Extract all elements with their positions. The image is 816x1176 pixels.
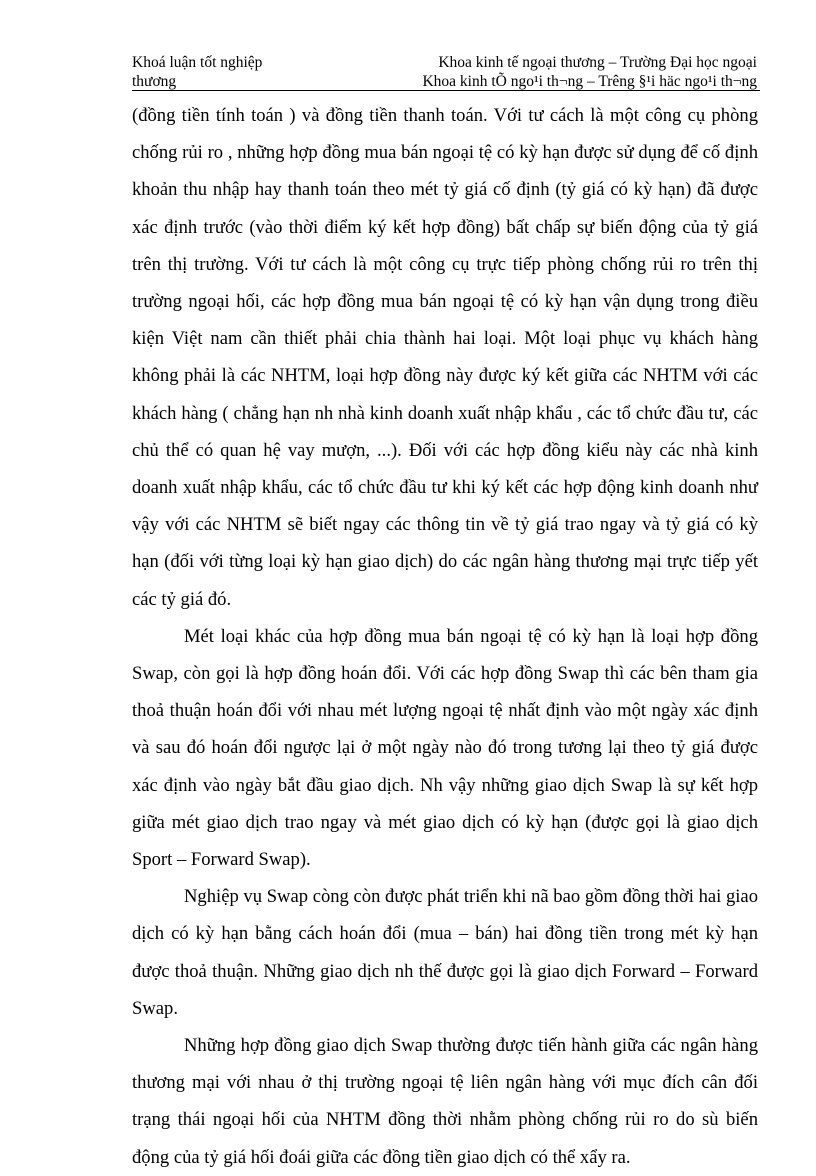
paragraph-2: Mét loại khác của hợp đồng mua bán ngoại tệ có kỳ hạn là loại hợp đồng Swap, còn gọi là hợp đồng hoán đổi. Với các hợp đồng Swap thì các bên tham gia thoả thuận hoán đổi với nhau mét lượng ngoại tệ nhất định vào một ngày xác định và sau đó hoán đổi ngược lại ở một ngày nào đó trong tương lại theo tỷ giá được xác định vào ngày bắt đầu giao dịch. Nh vậy những giao dịch Swap là sự kết hợp giữa mét giao dịch trao ngay và mét giao dịch có kỳ hạn (được gọi là giao dịch Sport – Forward Swap). bbox=[132, 625, 758, 871]
paragraph-4: Những hợp đồng giao dịch Swap thường được tiến hành giữa các ngân hàng thương mại với nhau ở thị trường ngoại tệ liên ngân hàng với mục đích cân đối trạng thái ngoại hối của NHTM đồng thời nhằm phòng chống rủi ro do sù biến động của tỷ giá hối đoái giữa các đồng tiền giao dịch có thể xẩy ra. bbox=[132, 1035, 758, 1168]
header-rule bbox=[132, 90, 760, 91]
header-right-line2: Khoa kinh tÕ ngo¹i th¬ng – Trêng §¹i häc ngo¹i th¬ng bbox=[422, 73, 757, 90]
paragraph-1: (đồng tiền tính toán ) và đồng tiền thanh toán. Với tư cách là một công cụ phòng chống rủi ro , những hợp đồng mua bán ngoại tệ có kỳ hạn được sử dụng để cố định khoản thu nhập hay thanh toán theo mét tỷ giá cố định (tỷ giá có kỳ hạn) đã được xác định trước (vào thời điểm ký kết hợp đồng) bất chấp sự biến động của tỷ giá trên thị trường. Với tư cách là một công cụ trực tiếp phòng chống rủi ro trên thị trường ngoại hối, các hợp đồng mua bán ngoại tệ có kỳ hạn vận dụng trong điều kiện Việt nam cần thiết phải chia thành hai loại. Một loại phục vụ khách hàng không phải là các NHTM, loại hợp đồng này được ký kết giữa các NHTM với các khách hàng ( chẳng hạn nh nhà kinh doanh xuất nhập khẩu , các tổ chức đầu tư, các chủ thể có quan hệ vay mượn, ...). Đối với các hợp đồng kiểu này các nhà kinh doanh xuất nhập khẩu, các tổ chức đầu tư khi ký kết các hợp động kinh doanh như vậy với các NHTM sẽ biết ngay các thông tin về tỷ giá trao ngay và tỷ giá có kỳ hạn (đối với từng loại kỳ hạn giao dịch) do các ngân hàng thương mại trực tiếp yết các tỷ giá đó. bbox=[132, 105, 758, 610]
document-body bbox=[132, 97, 758, 1176]
paragraph-3: Nghiệp vụ Swap còng còn được phát triển khi nã bao gồm đồng thời hai giao dịch có kỳ hạn bằng cách hoán đổi (mua – bán) hai đồng tiền trong mét kỳ hạn được thoả thuận. Những giao dịch nh thế được gọi là giao dịch Forward – Forward Swap. bbox=[132, 886, 758, 1019]
header-left-line1: Khoá luận tốt nghiệp bbox=[132, 54, 263, 71]
header-right-line1: Khoa kinh tế ngoại thương – Trường Đại học ngoại bbox=[438, 54, 757, 71]
header-right bbox=[317, 53, 757, 91]
header-left bbox=[132, 53, 332, 91]
header-left-line2: thương bbox=[132, 73, 177, 90]
page-header bbox=[132, 53, 762, 93]
